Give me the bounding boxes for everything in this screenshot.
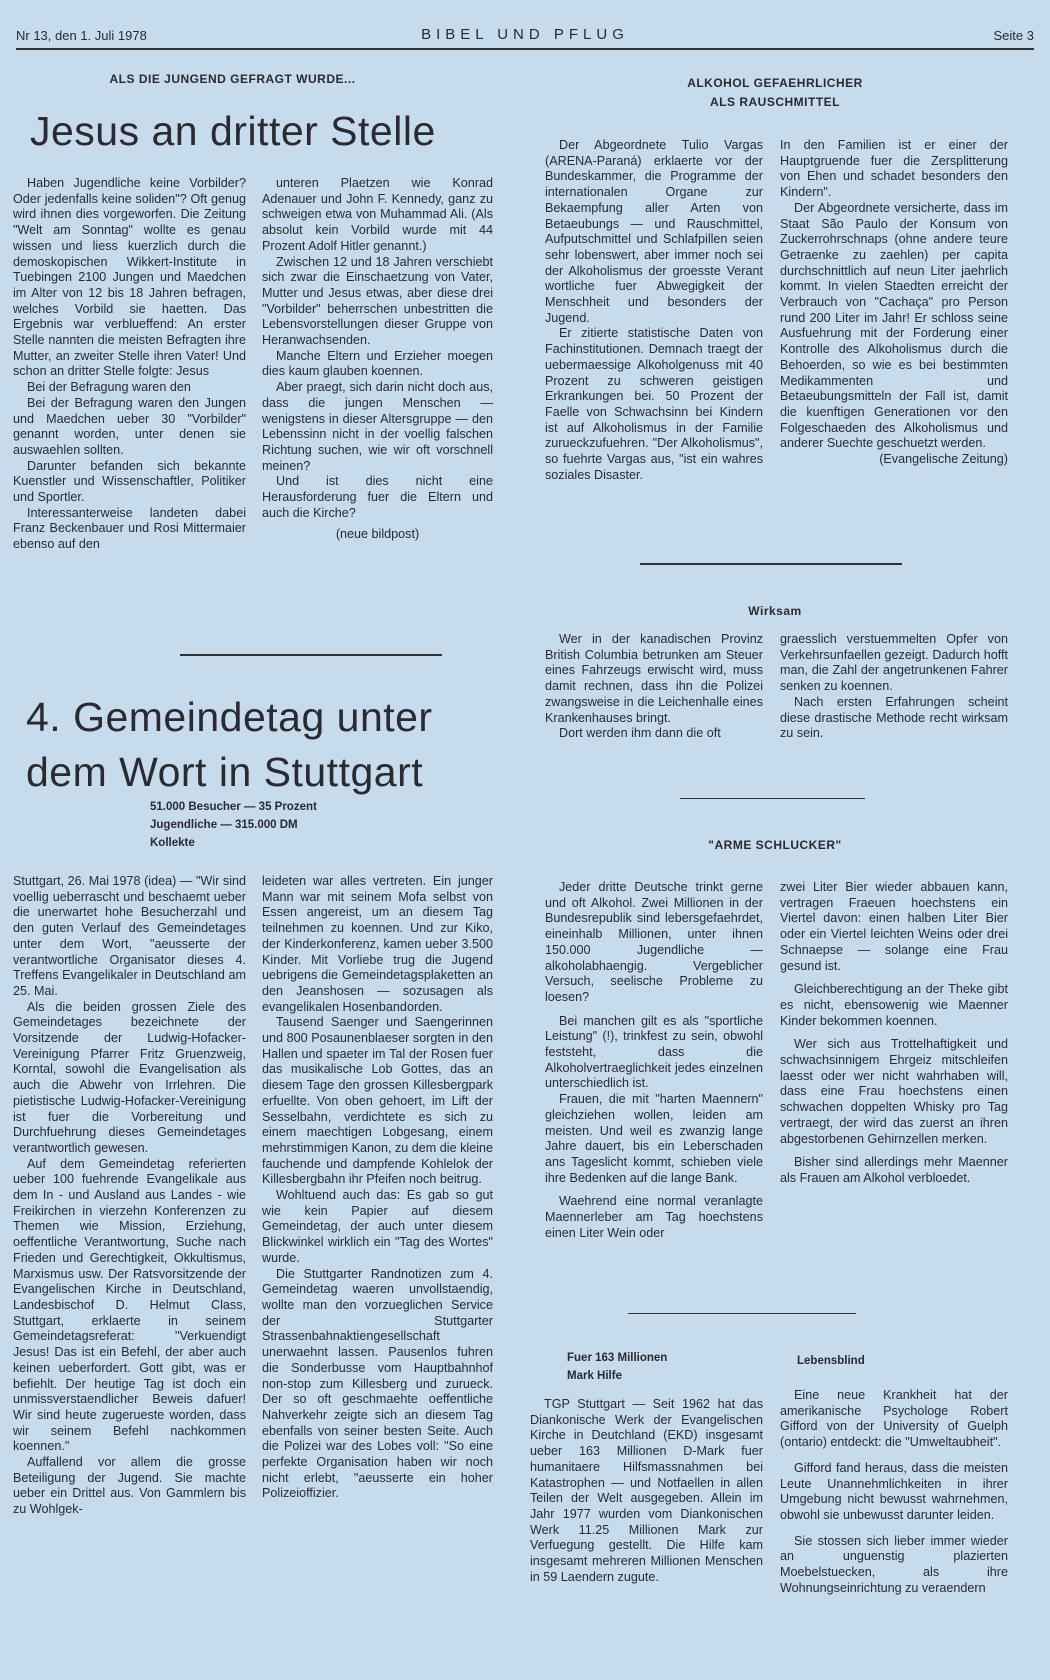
paragraph: Tausend Saenger und Saengerinnen und 800 Posaunenblaeser sorgten in den Hallen und spaeter im Tal der Rosen fuer das musikalische Lob Gottes, das an diesem Tage den grossen Killesbergpark erfuellte. Von oben gehoert, im Lift der Sesselbahn, verdichtete es sich zu einem maechtigen Lobgesang, einem mehrstimmigen Kanon, zu dem die kleine fauchende und dampfende Kohlelok der Killesbergbahn ihr Pfeifen noch beitrug. <box>262 1015 493 1187</box>
wirksam-title: Wirksam <box>748 604 802 618</box>
issue-date: Nr 13, den 1. Juli 1978 <box>16 28 147 43</box>
alkohol-source: (Evangelische Zeitung) <box>879 452 1008 467</box>
jesus-column-1 <box>13 176 246 553</box>
millionen-title-line2: Mark Hilfe <box>567 1370 622 1382</box>
gemeindetag-column-2 <box>262 874 493 1502</box>
paragraph: Die Stuttgarter Randnotizen zum 4. Gemeindetag waeren unvollstaendig, wollte man den vorzueglichen Service der Stuttgarter Strassenbahnaktiengesellschaft unerwaehnt lassen. Pausenlos fuhren die Sonderbusse vom Hauptbahnhof non-stop zum Killesberg und zurueck. Der so oft geschmaehte oeffentliche Nahverkehr zeigte sich an diesem Tag ebenfalls von seiner besten Seite. Auch die Polizei war des Lobes voll: "So eine perfekte Organisation haben wir noch nicht erlebt, "aeusserte ein hoher Polizeioffizier. <box>262 1266 493 1501</box>
jesus-column-2 <box>262 176 493 543</box>
paragraph: Gleichberechtigung an der Theke gibt es nicht, ebensowenig wie Maenner Kinder bekommen koennen. <box>780 982 1008 1028</box>
section-rule <box>180 654 442 656</box>
section-rule <box>640 563 902 565</box>
alkohol-kicker <box>535 74 1015 112</box>
millionen-column <box>530 1397 763 1585</box>
paragraph: Stuttgart, 26. Mai 1978 (idea) — "Wir sind voellig ueberrascht und beschaemt ueber die unerwartet hohe Besucherzahl und den guten Verlauf des Gemeindetages unter dem Wort, "aeusserte der verantwortliche Organisator dieses 4. Treffens Evangelikaler in Deutschland am 25. Mai. <box>13 874 246 998</box>
gemeindetag-title-line2: dem Wort in Stuttgart <box>26 749 424 795</box>
paragraph: Als die beiden grossen Ziele des Gemeindetages bezeichnete der Vorsitzende der Ludwig-Hofacker-Vereinigung Pfarrer Fritz Gruenzweig, Korntal, sowohl die Evangelisation als auch die Abwehr von Irrlehren. Die pietistische Ludwig-Hofacker-Vereinigung ist fuer die Vorbereitung und Durchfuehrung dieses Gemeindetages verantwortlich gewesen. <box>13 999 246 1155</box>
gemeindetag-title-line1: 4. Gemeindetag unter <box>26 694 433 740</box>
paragraph: zwei Liter Bier wieder abbauen kann, vertragen Fraeuen hoechstens ein Viertel davon: einen halben Liter Bier oder ein Viertel leichten Weins oder drei Schnaepse — solange eine Frau gesund ist. <box>780 880 1008 973</box>
paragraph: Dort werden ihm dann die oft <box>559 726 721 741</box>
jesus-kicker: ALS DIE JUNGEND GEFRAGT WURDE... <box>109 72 356 86</box>
paragraph: Darunter befanden sich bekannte Kuenstler und Wissenschaftler, Politiker und Sportler. <box>13 458 246 505</box>
page-header <box>16 26 1034 48</box>
gemeindetag-subtitle-3: Kollekte <box>150 837 195 849</box>
alkohol-kicker-line2: ALS RAUSCHMITTEL <box>710 95 840 109</box>
millionen-title-line1: Fuer 163 Millionen <box>567 1352 668 1364</box>
section-rule <box>628 1313 856 1314</box>
wirksam-column-1 <box>545 632 763 742</box>
paragraph: Aber praegt, sich darin nicht doch aus, dass die jungen Menschen — wenigstens in dieser Altersgruppe — den Lebenssinn nicht in der voellig falschen Richtung suchen, wie wir oft vorschnell meinen? <box>262 380 493 473</box>
paragraph: Bei manchen gilt es als "sportliche Leistung" (!), trinkfest zu sein, obwohl feststeht, dass die Alkoholvertraeglichkeit jedes einzelnen unterschiedlich ist. <box>545 1013 763 1091</box>
gemeindetag-column-1 <box>13 874 246 1518</box>
paragraph: graesslich verstuemmelten Opfer von Verkehrsunfaellen gezeigt. Dadurch hofft man, die Zahl der angetrunkenen Fahrer senken zu koennen. <box>780 632 1008 694</box>
paragraph: In den Familien ist er einer der Hauptgruende fuer die Zersplitterung von Ehen und schadet besonders den Kindern". <box>780 138 1008 200</box>
paragraph: Wer sich aus Trottelhaftigkeit und schwachsinnigem Ehrgeiz mitschleifen laesst oder wer nicht wahrhaben will, dass eine Frau hoechstens einen schwachen doppelten Whisky pro Tag vertraegt, der wird das zuerst an ihren abgestorbenen Gehirnzellen merken. <box>780 1037 1008 1146</box>
lebensblind-title: Lebensblind <box>797 1355 865 1367</box>
newspaper-title: BIBEL UND PFLUG <box>421 26 629 43</box>
paragraph: Manche Eltern und Erzieher moegen dies kaum glauben koennen. <box>262 348 493 379</box>
paragraph: Eine neue Krankheit hat der amerikanische Psychologe Robert Gifford von der University of Guelph (ontario) entdeckt: die "Umweltaubheit". <box>780 1388 1008 1450</box>
paragraph: Bei der Befragung waren den Jungen und Maedchen ueber 30 "Vorbilder" genannt worden, unter denen sie auswaehlen sollten. <box>13 395 246 457</box>
paragraph: Waehrend eine normal veranlagte Maennerleber am Tag hoechstens einen Liter Wein oder <box>545 1194 763 1240</box>
paragraph: leideten war alles vertreten. Ein junger Mann war mit seinem Mofa selbst von Essen angereist, um an diesem Tag teilnehmen zu koennen. Und zur Kiko, der Kinderkonferenz, kamen ueber 3.500 Kinder. Mit Vorliebe trug die Jugend uebrigens die Gemeindetagsplaketten an den Jeanshosen — sozusagen als evangelikalen Hosenbandorden. <box>262 874 493 1014</box>
paragraph: Frauen, die mit "harten Maennern" gleichziehen wollen, leiden am meisten. Und weil es zwanzig lange Jahre dauert, bis ein Leberschaden ans Tageslicht kommt, schieben viele ihre Bedenken auf die lange Bank. <box>545 1092 763 1185</box>
paragraph: Bei der Befragung waren den <box>27 380 191 395</box>
millionen-title <box>567 1349 667 1385</box>
schlucker-column-1 <box>545 880 763 1241</box>
paragraph: Der Abgeordnete Tulio Vargas (ARENA-Paraná) erklaerte vor der Bundeskammer, die Programme der internationalen Organe zur Bekaempfung aller Arten von Betaeubungs — und Rauschmittel, Aufputschmittel und Schlafpillen seien sehr lobenswert, aber immer noch sei der Alkoholismus der groesste Verant wortliche fuer Abwegigkeit der Menschheit und besonders der Jugend. <box>545 138 763 325</box>
wirksam-column-2 <box>780 632 1008 742</box>
paragraph: Interessanterweise landeten dabei Franz Beckenbauer und Rosi Mittermaier ebenso auf den <box>13 505 246 552</box>
page-number: Seite 3 <box>993 28 1034 43</box>
paragraph: Der Abgeordnete versicherte, dass im Staat São Paulo der Konsum von Zuckerrohrschnaps (ohne andere teure Getraenke zu zaehlen) per capita durchschnittlich auf neun Liter jaehrlich kommt. In vielen Staedten erreicht der Verbrauch von "Cachaça" pro Person rund 200 Liter im Jahr! Er schloss seine Ausfuehrung mit der Forderung einer Kontrolle des Alkoholismus durch die Behoerden, so wie es bei bestimmten Medikammenten und Betaeubungsmitteln der Fall ist, damit die kuenftigen Generationen vor den Folgeschaeden des Alkoholismus und anderer Suechte geschuetzt werden. <box>780 200 1008 451</box>
paragraph: unteren Plaetzen wie Konrad Adenauer und John F. Kennedy, ganz zu schweigen etwa von Muhammad Ali. (Als absolut kein Vorbild wurde mit 44 Prozent Adolf Hitler genannt.) <box>262 176 493 253</box>
paragraph: Er zitierte statistische Daten von Fachinstitutionen. Demnach traegt der uebermaessige Alkoholgenuss mit 40 Prozent zu schweren geistigen Erkrankungen bei. 50 Prozent der Faelle von Schwachsinn bei Kindern ist auf Alkoholismus in der Familie zurueckzufuehren. "Der Alkoholismus", so fuehrte Vargas aus, "ist ein wahres soziales Disaster. <box>545 326 763 482</box>
paragraph: Auf dem Gemeindetag referierten ueber 100 fuehrende Evangelikale aus dem In - und Ausland aus Landes - wie Freikirchen in vierzehn Konferenzen zu Themen wie Mission, Erziehung, oeffentliche Verantwortung, Suche nach Frieden und Gerechtigkeit, Okkultismus, Marxismus usw. Der Ratsvorsitzende der Evangelischen Kirche in Deutschland, Landesbischof D. Helmut Class, Stuttgart, erklaerte in seinem Gemeindetagsreferat: "Verkuendigt Jesus! Das ist ein Befehl, der aber auch keinen ueberfordert. Gott gibt, was er befiehlt. Der heutige Tag ist doch ein unmissverstaendlicher Beweis dafuer! Wir sind heute zugerueste worden, dass wir seinem Befehl nachkommen koennen." <box>13 1156 246 1454</box>
jesus-source: (neue bildpost) <box>335 527 420 542</box>
section-rule <box>680 798 865 799</box>
paragraph: Wohltuend auch das: Es gab so gut wie kein Papier auf diesem Gemeindetag, der auch unter diesem Blickwinkel wirklich ein "Tag des Wortes" wurde. <box>262 1188 493 1265</box>
gemeindetag-subtitle-2: Jugendliche — 315.000 DM <box>150 819 298 831</box>
lebensblind-column <box>780 1388 1008 1596</box>
paragraph: Nach ersten Erfahrungen scheint diese drastische Methode recht wirksam zu sein. <box>780 694 1008 741</box>
paragraph: Zwischen 12 und 18 Jahren verschiebt sich zwar die Einschaetzung von Vater, Mutter und Jesus etwas, aber diese drei "Vorbilder" beherrschen unbestritten die Lebensvorstellungen dieser Gruppe von Heranwachsenden. <box>262 254 493 348</box>
gemeindetag-subtitle-1: 51.000 Besucher — 35 Prozent <box>150 801 317 813</box>
paragraph: Haben Jugendliche keine Vorbilder? Oder jedenfalls keine soliden"? Oft genug wird ihnen dies vorgeworfen. Die Zeitung "Welt am Sonntag" wollte es genau wissen und liess kuerzlich durch die demoskopischen Wikkert-Institute in Tuebingen 2100 Jungen und Maedchen im Alter von 12 bis 18 Jahren befragen, welches Vorbild sie haetten. Das Ergebnis war verblueffend: An erster Stelle nannten die meisten Befragten ihre Mutter, an zweiter Stelle ihren Vater! Und schon an dritter Stelle folgte: Jesus <box>13 176 246 379</box>
paragraph: TGP Stuttgart — Seit 1962 hat das Diankonische Werk der Evangelischen Kirche in Deutchland (EKD) insgesamt ueber 163 Millionen D-Mark fuer humanitaere Hilfsmassnahmen bei Katastrophen — und Notfaellen in allen Teilen der Welt ausgegeben. Allein im Jahr 1977 wurden vom Diankonischen Werk 11.25 Millionen Mark zur Verfuegung gestellt. Die Hilfe kam insgesamt mehreren Millionen Menschen in 59 Laendern zugute. <box>530 1397 763 1584</box>
paragraph: Sie stossen sich lieber immer wieder an unguenstig plazierten Moebelstuecken, als ihre Wohnungseinrichtung zu veraendern <box>780 1533 1008 1595</box>
schlucker-column-2 <box>780 880 1008 1187</box>
alkohol-kicker-line1: ALKOHOL GEFAEHRLICHER <box>687 76 863 90</box>
paragraph: Und ist dies nicht eine Herausforderung fuer die Eltern und auch die Kirche? <box>262 474 493 520</box>
header-rule <box>16 48 1034 50</box>
alkohol-column-1 <box>545 138 763 483</box>
paragraph: Auffallend vor allem die grosse Beteiligung der Jugend. Sie machte ueber ein Drittel aus. Von Gammlern bis zu Wohlgek- <box>13 1455 246 1517</box>
paragraph: Wer in der kanadischen Provinz British Columbia betrunken am Steuer eines Fahrzeugs erwischt wird, muss damit rechnen, dass ihn die Polizei zwangsweise in die Leichenhalle eines Krankenhauses bringt. <box>545 632 763 725</box>
paragraph: Gifford fand heraus, dass die meisten Leute Unannehmlichkeiten in ihrer Umgebung nicht bewusst wahrnehmen, obwohl sie unbewusst darunter leiden. <box>780 1460 1008 1522</box>
paragraph: Bisher sind allerdings mehr Maenner als Frauen am Alkohol verbloedet. <box>780 1155 1008 1185</box>
paragraph: Jeder dritte Deutsche trinkt gerne und oft Alkohol. Zwei Millionen in der Bundesrepublik sind lebersgefaehrdet, eineinhalb Millionen, unter ihnen 150.000 Jugendliche — alkoholabhaengig. Vergeblicher Versuch, seelische Probleme zu loesen? <box>545 880 763 1004</box>
alkohol-column-2 <box>780 138 1008 468</box>
schlucker-title: "ARME SCHLUCKER" <box>708 838 842 852</box>
jesus-title: Jesus an dritter Stelle <box>30 108 436 154</box>
